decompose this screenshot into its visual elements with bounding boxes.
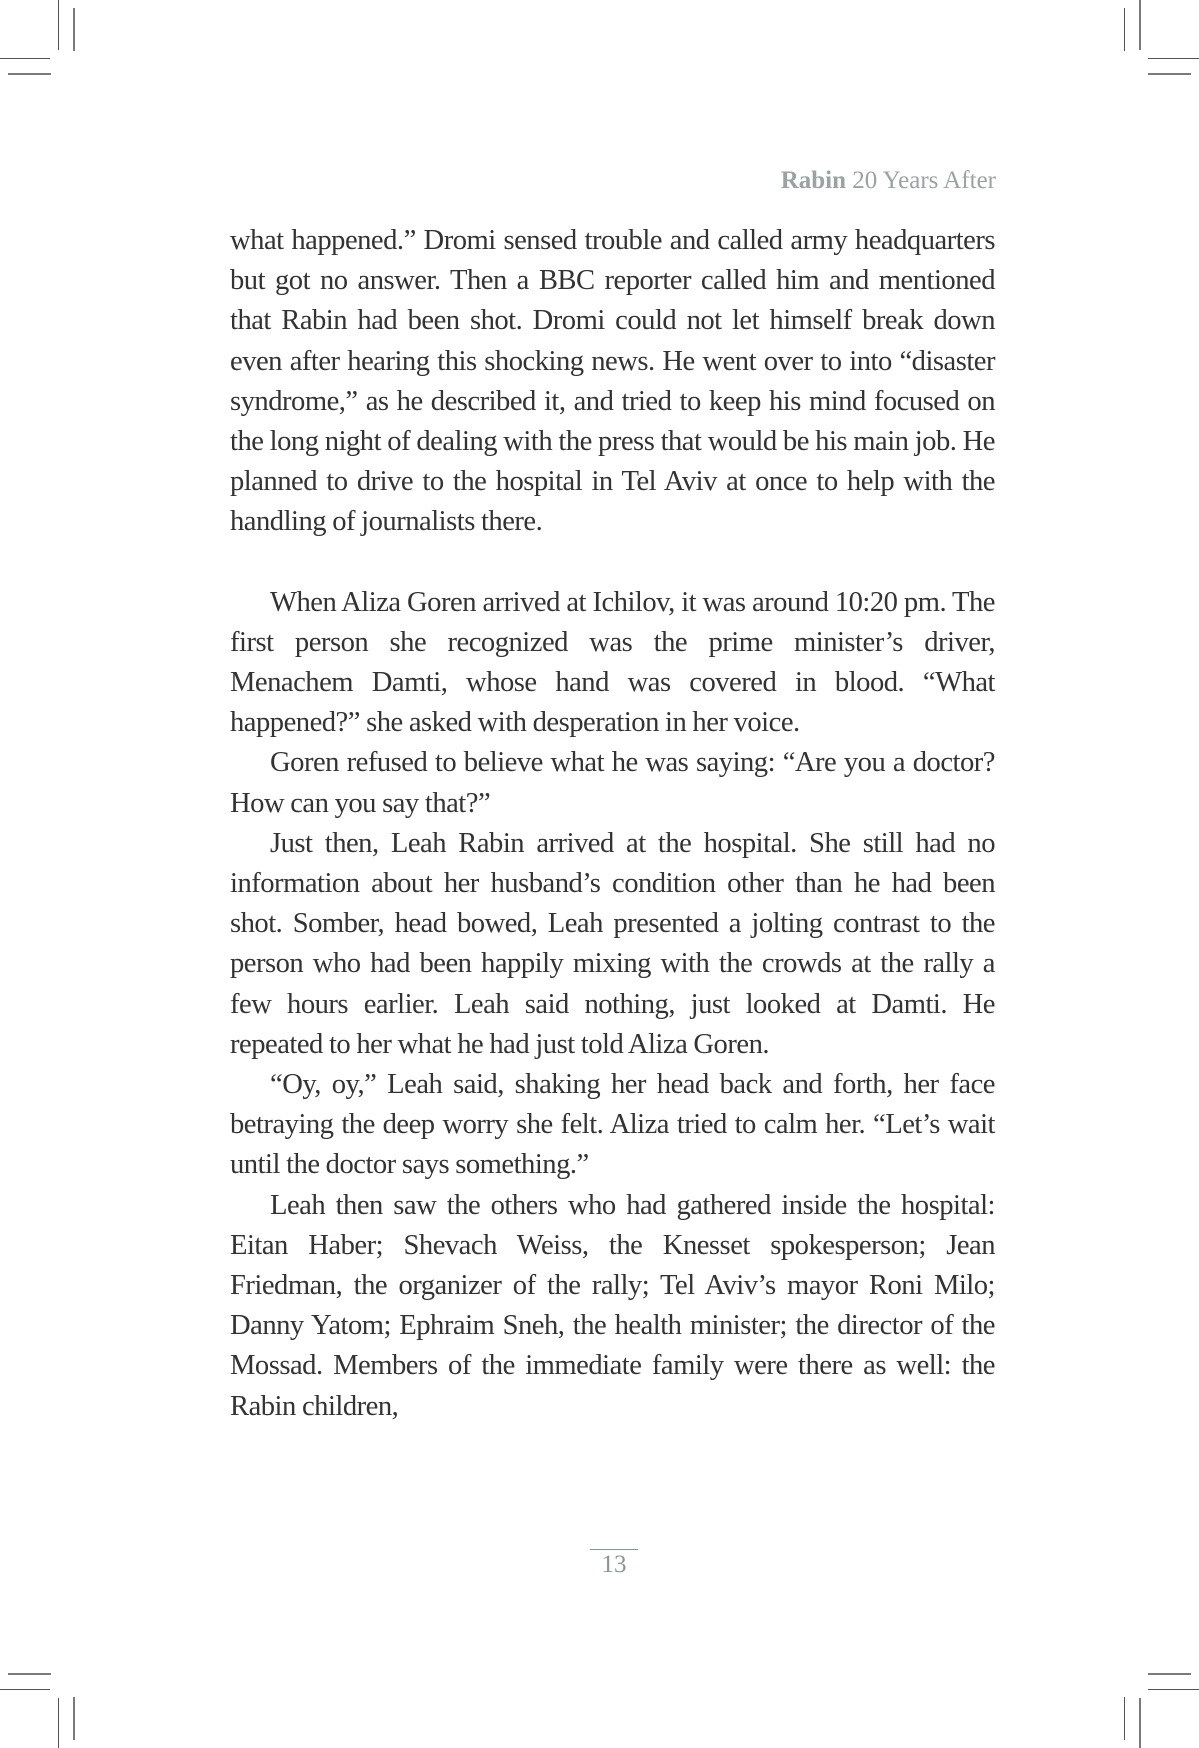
crop-mark — [58, 0, 59, 50]
paragraph: what happened.” Dromi sensed trouble and called army headquarters but got no answer. Then a BBC reporter called him and mentioned that Rabin had been shot. Dromi could not let himself break down even after hearing this shocking news. He went over to into “disaster syndrome,” as he described it, and tried to keep his mind focused on the long night of dealing with the press that would be his main job. He planned to drive to the hospital in Tel Aviv at once to help with the handling of journalists there. — [230, 225, 995, 538]
crop-mark — [8, 1673, 51, 1675]
crop-mark — [1139, 1698, 1141, 1748]
crop-mark — [73, 1697, 75, 1740]
paragraph: When Aliza Goren arrived at Ichilov, it was around 10:20 pm. The first person she recognized was the prime minister’s driver, Menachem Damti, whose hand was covered in blood. “What happened?” she asked with desperation in her voice. — [230, 586, 995, 739]
crop-mark — [1148, 1689, 1199, 1690]
running-header — [781, 166, 996, 196]
crop-mark — [0, 1689, 50, 1690]
crop-mark — [1148, 1673, 1191, 1675]
paragraph: Just then, Leah Rabin arrived at the hospital. She still had no information about her husband’s condition other than he had been shot. Somber, head bowed, Leah presented a jolting contrast to the person who had been happily mixing with the crowds at the rally a few hours earlier. Leah said nothing, just looked at Damti. He repeated to her what he had just told Aliza Goren. — [230, 827, 995, 1060]
crop-mark — [1148, 73, 1191, 75]
body-text — [230, 221, 995, 1427]
crop-mark — [0, 58, 50, 59]
crop-mark — [58, 1698, 59, 1748]
paragraph: “Oy, oy,” Leah said, shaking her head back and forth, her face betraying the deep worry she felt. Aliza tried to calm her. “Let’s wait until the doctor says something.” — [230, 1069, 995, 1181]
crop-mark — [8, 73, 51, 75]
page-number: 13 — [601, 1551, 627, 1578]
running-header-rest: 20 Years After — [846, 167, 996, 194]
crop-mark — [1124, 8, 1125, 51]
running-header-bold: Rabin — [780, 167, 846, 194]
crop-mark — [73, 8, 75, 51]
paragraph: Goren refused to believe what he was saying: “Are you a doctor? How can you say that?” — [230, 747, 995, 819]
crop-mark — [1139, 0, 1141, 50]
crop-mark — [1148, 58, 1199, 59]
paragraph: Leah then saw the others who had gathered inside the hospital: Eitan Haber; Shevach Weiss, the Knesset spokesperson; Jean Friedman, the organizer of the rally; Tel Aviv’s mayor Roni Milo; Danny Yatom; Ephraim Sneh, the health minister; the director of the Mossad. Members of the immediate family were there as well: the Rabin children, — [230, 1189, 995, 1422]
crop-mark — [1124, 1697, 1125, 1740]
